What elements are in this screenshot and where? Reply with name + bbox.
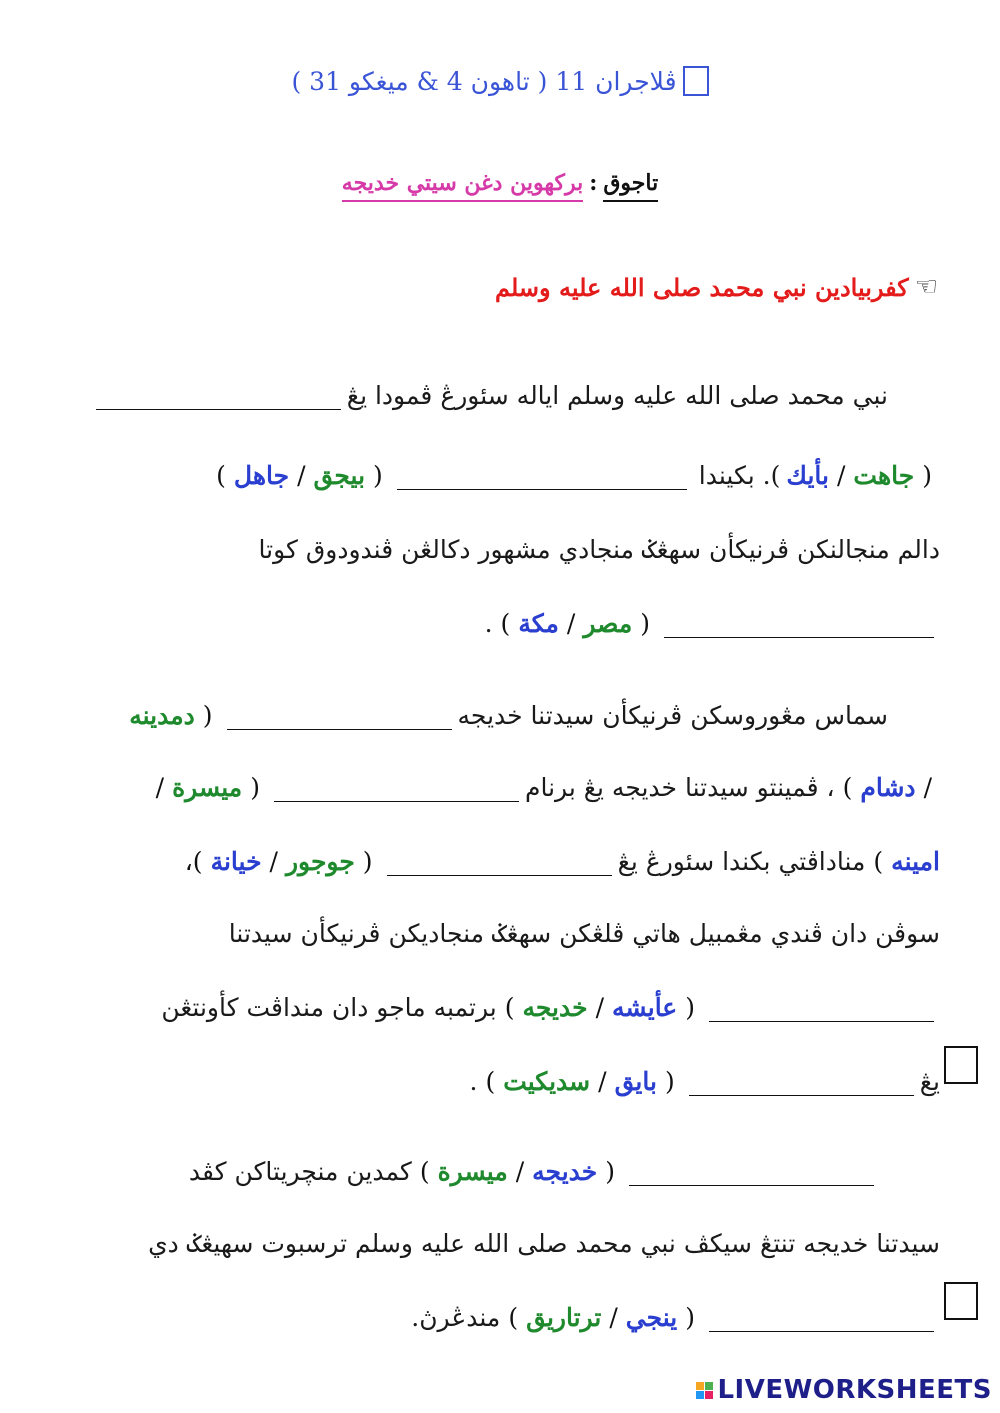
brand-grid-icon — [696, 1382, 713, 1399]
q1-line3-text: دالم منجالنکن ڤرنيکأن سهڠݢ منجادي مشهور دکالڠن ڤندودوق کوتا — [258, 535, 940, 564]
q1-option-3a[interactable]: مصر — [583, 609, 633, 638]
q1-option-3b[interactable]: مكة — [518, 609, 559, 638]
lesson-header — [0, 66, 1000, 96]
q2-line-1: سماس مڠوروسکن ڤرنيکأن سيدتنا خديجه ( دمدينه — [129, 701, 888, 730]
q2-line-6: يڠ ( بايق / سديکيت ) . — [469, 1067, 940, 1096]
q2-option-5b[interactable]: سديکيت — [503, 1067, 591, 1096]
q1-line-2: ( جاهت / بأيك ). بکيندا ( بيجق / جاهل ) — [216, 461, 932, 490]
q2-option-4a[interactable]: عأيشه — [612, 993, 678, 1022]
header-checkbox — [683, 66, 709, 96]
q3-blank-2[interactable] — [709, 1303, 934, 1332]
q3-line2-text: سيدتنا خديجه تنتڠ سيکڤ نبي محمد صلى الله عليه وسلم ترسبوت سهيڠݢ دي — [148, 1229, 940, 1258]
pointing-hand-icon: ☜ — [914, 272, 938, 302]
q2-line-3: امينه ) مناداڤتي بکندا سئورڠ يڠ ( جوجور / خيانة )، — [184, 847, 940, 876]
liveworksheets-logo — [696, 1375, 992, 1405]
q1-option-1a[interactable]: جاهت — [853, 461, 915, 490]
q3-option-2a[interactable]: ينجي — [625, 1303, 678, 1332]
q3-line-3: ( ينجي / ترتاريق ) مندڠرڽ. — [60, 1286, 940, 1332]
q3-line-1: ( خديجه / ميسرة ) کمدين منچريتاکن کڤد — [60, 1140, 880, 1186]
objective-text: کفربيادين نبي محمد صلى الله عليه وسلم — [495, 272, 909, 302]
topic-label: تاجوق — [603, 170, 658, 202]
q2-option-1a[interactable]: دمدينه — [129, 701, 195, 730]
q3-option-2b[interactable]: ترتاريق — [526, 1303, 602, 1332]
q3-answer-checkbox[interactable] — [944, 1282, 978, 1320]
q2-blank-4[interactable] — [709, 993, 934, 1022]
lesson-header-text: ڤلاجران 11 ( تاهون 4 & ميغکو 31 ) — [291, 66, 677, 96]
q2-option-1b[interactable]: دشام — [860, 773, 916, 802]
q2-option-2a[interactable]: ميسرة — [172, 773, 243, 802]
topic-line — [0, 170, 1000, 202]
q2-option-3b[interactable]: خيانة — [210, 847, 262, 876]
topic-title: برکهوين دغن سيتي خديجه — [342, 170, 583, 202]
q2-blank-5[interactable] — [689, 1067, 914, 1096]
learning-objective — [495, 272, 938, 302]
q2-line-4 — [60, 902, 940, 948]
q2-blank-1[interactable] — [227, 701, 452, 730]
q1-option-2b[interactable]: جاهل — [233, 461, 290, 490]
q2-option-5a[interactable]: بايق — [614, 1067, 657, 1096]
q2-line2-text: ، ڤمينتو سيدتنا خديجه يڠ برنام — [524, 773, 835, 802]
q2-option-4b[interactable]: خديجه — [522, 993, 588, 1022]
q2-line-2: / دشام ) ، ڤمينتو سيدتنا خديجه يڠ برنام ( ميسرة / — [155, 773, 932, 802]
q2-line3-text: مناداڤتي بکندا سئورڠ يڠ — [617, 847, 866, 876]
q1-blank-3[interactable] — [664, 609, 934, 638]
q2-line5-text: برتمبه ماجو دان منداڤت کأونتڠن — [161, 993, 497, 1022]
q1-option-2a[interactable]: بيجق — [313, 461, 366, 490]
q3-blank-1[interactable] — [629, 1157, 874, 1186]
q3-line1-text: کمدين منچريتاکن کڤد — [188, 1157, 412, 1186]
q1-blank-2[interactable] — [397, 461, 687, 490]
q1-line-4: ( مصر / مكة ) . — [60, 592, 940, 638]
q2-answer-checkbox[interactable] — [944, 1046, 978, 1084]
q1-line-1 — [60, 364, 888, 410]
q2-line6-prefix: يڠ — [919, 1067, 940, 1096]
q3-line3-text: مندڠرڽ. — [411, 1303, 501, 1332]
q1-line1-text: نبي محمد صلى الله عليه وسلم اياله سئورڠ ڤمودا يڠ — [346, 381, 888, 410]
q3-option-1a[interactable]: خديجه — [532, 1157, 598, 1186]
q1-end: . — [484, 609, 493, 638]
q2-line4-text: سوڤن دان ڤندي مڠمبيل هاتي ڤلڠکن سهڠݢ منجاديکن ڤرنيکأن سيدتنا — [228, 919, 940, 948]
brand-text: LIVEWORKSHEETS — [717, 1375, 992, 1405]
q2-line1-text: سماس مڠوروسکن ڤرنيکأن سيدتنا خديجه — [457, 701, 888, 730]
q1-option-1b[interactable]: بأيك — [786, 461, 829, 490]
q1-blank-1[interactable] — [96, 381, 341, 410]
q2-end: . — [469, 1067, 478, 1096]
q2-line-5: ( عأيشه / خديجه ) برتمبه ماجو دان منداڤت کأونتڠن — [60, 976, 940, 1022]
q2-option-2b[interactable]: امينه — [891, 847, 940, 876]
q2-blank-3[interactable] — [387, 847, 612, 876]
q3-line-2 — [60, 1212, 940, 1258]
q3-option-1b[interactable]: ميسرة — [437, 1157, 508, 1186]
q1-line-3 — [60, 518, 940, 564]
q1-line2-mid: ). بکيندا — [698, 461, 781, 490]
topic-colon: : — [589, 170, 598, 196]
q2-blank-2[interactable] — [274, 773, 519, 802]
q2-option-3a[interactable]: جوجور — [285, 847, 355, 876]
